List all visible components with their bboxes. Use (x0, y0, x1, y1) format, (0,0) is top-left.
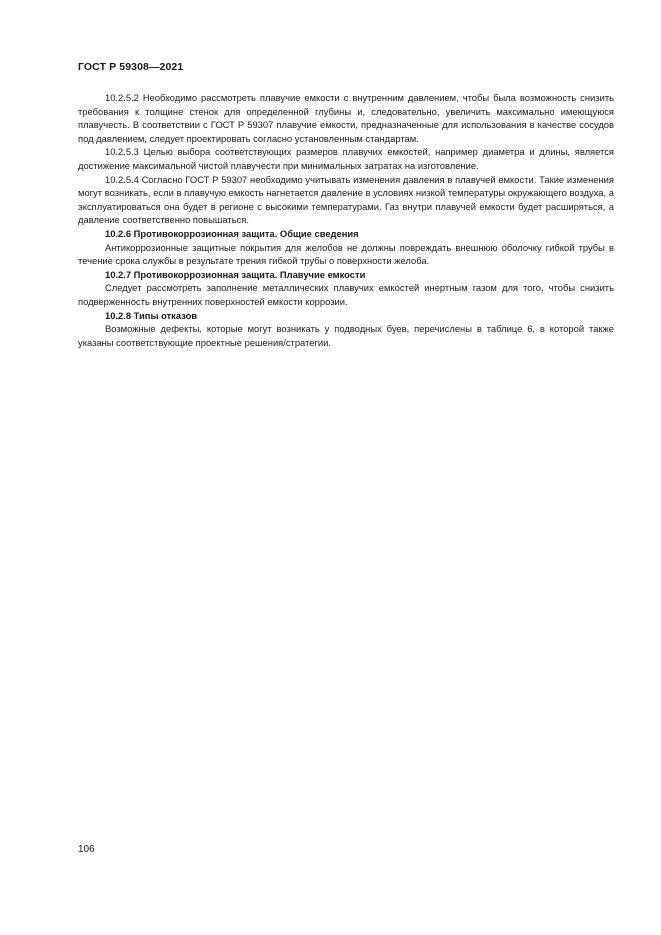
document-header: ГОСТ Р 59308—2021 (78, 61, 184, 73)
paragraph-10-2-5-2: 10.2.5.2 Необходимо рассмотреть плавучие емкости с внутренним давлением, чтобы была возможность снизить требования к толщине стенок для определенной глубины и, следовательно, увеличить максимально имеющуюся плавучесть. В соответствии с ГОСТ Р 59307 плавучие емкости, предназначенные для использования в качестве сосудов под давлением, следует проектировать согласно установленным стандартам. (78, 92, 614, 144)
heading-10-2-8: 10.2.8 Типы отказов (105, 309, 198, 321)
heading-10-2-6: 10.2.6 Противокоррозионная защита. Общие сведения (105, 227, 359, 239)
paragraph-10-2-7: Следует рассмотреть заполнение металлических плавучих емкостей инертным газом для того, чтобы снизить подверженность внутренних поверхностей емкости коррозии. (78, 282, 614, 307)
paragraph-10-2-8: Возможные дефекты, которые могут возникать у подводных буев, перечислены в таблице 6, в которой также указаны соответствующие проектные решения/стратегии. (78, 323, 614, 348)
paragraph-10-2-5-4: 10.2.5.4 Согласно ГОСТ Р 59307 необходимо учитывать изменения давления в плавучей емкости. Такие изменения могут возникать, если в плавучую емкость нагнетается давление в условиях низкой температуры окружающего воздуха, а эксплуатироваться она будет в регионе с высокими температурами. Газ внутри плавучей емкости будет расширяться, а давление соответственно повышаться. (78, 173, 614, 226)
document-body (78, 91, 614, 349)
paragraph-10-2-6: Антикоррозионные защитные покрытия для желобов не должны повреждать внешнюю оболочку гибкой трубы в течение срока службы в результате трения гибкой трубы о поверхности желоба. (78, 241, 614, 267)
heading-10-2-7: 10.2.7 Противокоррозионная защита. Плавучие емкости (105, 268, 366, 280)
paragraph-10-2-5-3: 10.2.5.3 Целью выбора соответствующих размеров плавучих емкостей, например диаметра и длины, является достижение максимальной чистой плавучести при минимальных затратах на изготовление. (78, 146, 614, 171)
page-number: 106 (78, 844, 95, 855)
